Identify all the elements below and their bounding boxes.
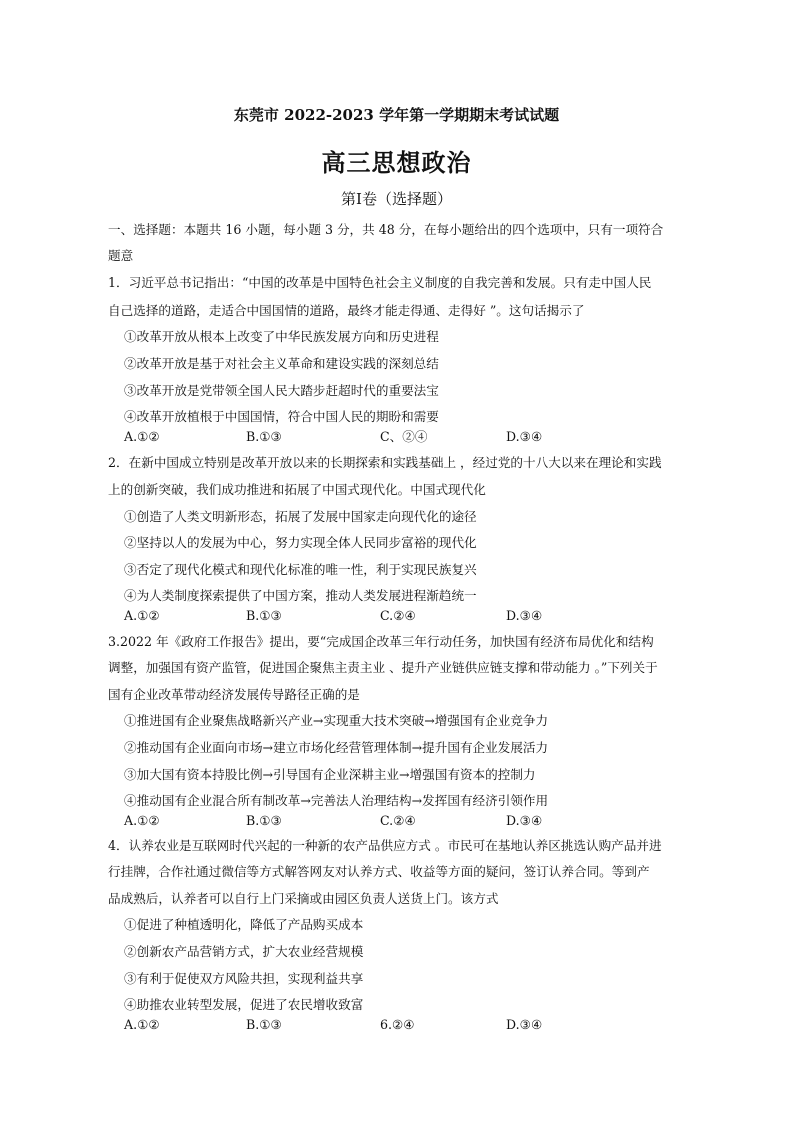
- statement-option: ②创新农产品营销方式，扩大农业经营规模: [124, 944, 364, 959]
- statement-option: ④改革开放植根于中国国情，符合中国人民的期盼和需要: [124, 409, 439, 424]
- choice-c: C.②④: [380, 608, 416, 623]
- choice-d: D.③④: [506, 1017, 543, 1032]
- statement-option: ④推动国有企业混合所有制改革→完善法人治理结构→发挥国有经济引领作用: [124, 793, 549, 808]
- instructions-line: 一、选择题：本题共 16 小题，每小题 3 分，共 48 分，在每小题给出的四个选项中，只有一项符合: [108, 222, 664, 237]
- choice-d: D.③④: [506, 608, 543, 623]
- choice-c: 6.②④: [380, 1017, 415, 1032]
- statement-option: ①改革开放从根本上改变了中华民族发展方向和历史进程: [124, 329, 439, 344]
- question-stem: 品成熟后，认养者可以自行上门采摘或由园区负责人送货上门。该方式: [108, 891, 499, 906]
- answer-choices: [124, 1016, 544, 1034]
- choice-b: B.①③: [246, 1017, 282, 1032]
- statement-option: ③改革开放是党带领全国人民大踏步赶超时代的重要法宝: [124, 383, 439, 398]
- choice-d: D.③④: [506, 429, 543, 444]
- statement-option: ③加大国有资本持股比例→引导国有企业深耕主业→增强国有资本的控制力: [124, 767, 536, 782]
- choice-b: B.①③: [246, 429, 282, 444]
- question-stem: 1．习近平总书记指出：“中国的改革是中国特色社会主义制度的自我完善和发展。只有走中国人民: [108, 275, 652, 290]
- exam-title: 东莞市 2022-2023 学年第一学期期末考试试题: [233, 106, 560, 124]
- statement-option: ②坚持以人的发展为中心，努力实现全体人民同步富裕的现代化: [124, 535, 477, 550]
- question-stem: 行挂牌，合作社通过微信等方式解答网友对认养方式、收益等方面的疑问，签订认养合同。等到产: [108, 864, 650, 879]
- statement-option: ④助推农业转型发展，促进了农民增收致富: [124, 997, 364, 1012]
- statement-option: ③否定了现代化模式和现代化标准的唯一性，利于实现民族复兴: [124, 562, 477, 577]
- question-stem: 上的创新突破，我们成功推进和拓展了中国式现代化。中国式现代化: [108, 482, 486, 497]
- choice-d: D.③④: [506, 813, 543, 828]
- choice-a: A.①②: [124, 813, 160, 828]
- question-stem: 3.2022 年《政府工作报告》提出，要“完成国企改革三年行动任务，加快国有经济布局优化和结构: [108, 634, 654, 649]
- answer-choices: [124, 607, 544, 625]
- answer-choices: [124, 428, 544, 446]
- choice-c: C.②④: [380, 813, 416, 828]
- statement-option: ①创造了人类文明新形态，拓展了发展中国家走向现代化的途径: [124, 509, 477, 524]
- question-stem: 4．认养农业是互联网时代兴起的一种新的农产品供应方式 。市民可在基地认养区挑选认购产品并进: [108, 838, 662, 853]
- choice-a: A.①②: [124, 1017, 160, 1032]
- choice-b: B.①③: [246, 608, 282, 623]
- choice-a: A.①②: [124, 429, 160, 444]
- volume-title: 第Ⅰ卷（选择题）: [341, 190, 452, 208]
- choice-a: A.①②: [124, 608, 160, 623]
- statement-option: ②改革开放是基于对社会主义革命和建设实践的深刻总结: [124, 356, 439, 371]
- question-stem: 自己选择的道路，走适合中国国情的道路，最终才能走得通、走得好 ”。这句话揭示了: [108, 303, 585, 318]
- answer-choices: [124, 812, 544, 830]
- choice-c: C、②④: [380, 429, 428, 444]
- choice-b: B.①③: [246, 813, 282, 828]
- statement-option: ①推进国有企业聚焦战略新兴产业→实现重大技术突破→增强国有企业竞争力: [124, 713, 549, 728]
- subject-title: 高三思想政治: [321, 148, 472, 177]
- statement-option: ②推动国有企业面向市场→建立市场化经营管理体制→提升国有企业发展活力: [124, 740, 549, 755]
- statement-option: ①促进了种植透明化，降低了产品购买成本: [124, 917, 364, 932]
- question-stem: 国有企业改革带动经济发展传导路径正确的是: [108, 687, 360, 702]
- question-stem: 2．在新中国成立特别是改革开放以来的长期探索和实践基础上 ，经过党的十八大以来在理论和实践: [108, 455, 662, 470]
- instructions-line: 题意: [108, 248, 134, 263]
- statement-option: ③有利于促使双方风险共担，实现利益共享: [124, 971, 364, 986]
- question-stem: 调整，加强国有资产监管，促进国企聚焦主责主业 、提升产业链供应链支撑和带动能力 。”下列关于: [108, 660, 658, 675]
- statement-option: ④为人类制度探索提供了中国方案，推动人类发展进程渐趋统一: [124, 588, 477, 603]
